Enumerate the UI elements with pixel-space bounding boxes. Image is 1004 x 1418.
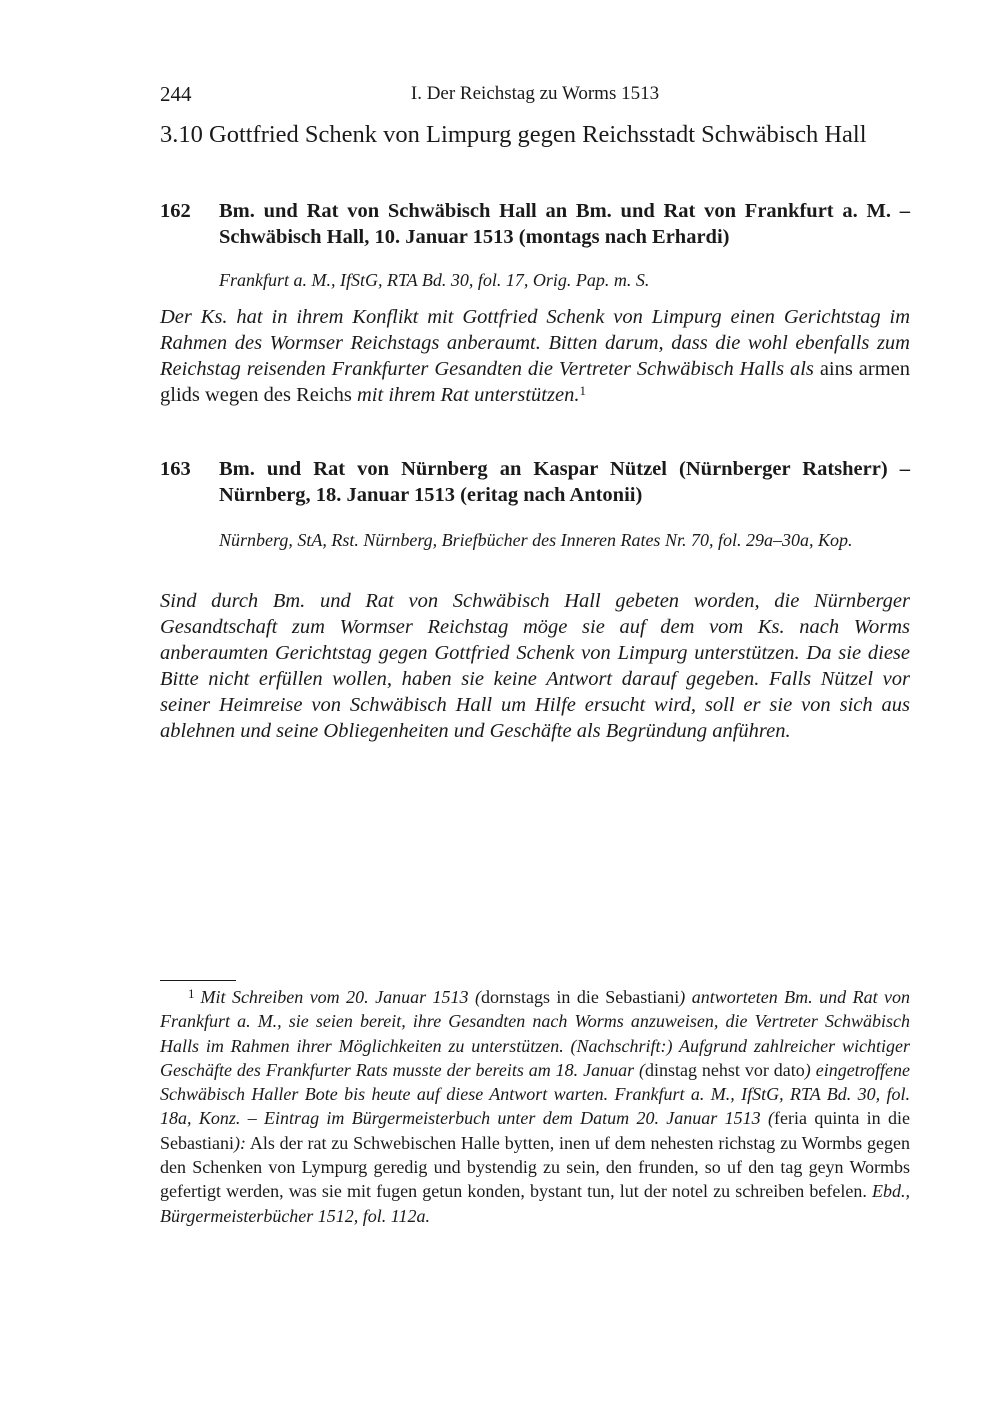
footnote-quote: dinstag nehst vor dato	[645, 1059, 805, 1080]
document-162-regest	[160, 304, 910, 408]
document-162-source: Frankfurt a. M., IfStG, RTA Bd. 30, fol. 17, Orig. Pap. m. S.	[219, 270, 650, 290]
document-number: 162	[160, 200, 191, 222]
regest-text: Der Ks. hat in ihrem Konflikt mit Gottfried Schenk von Limpurg einen Gerichtstag im Rahmen des Wormser Reichstags anberaumt. Bitten darum, dass die wohl ebenfalls zum Reichstag reisenden Frankfurter Gesandten die Vertreter Schwäbisch Halls als	[160, 306, 910, 380]
footnote-rule	[160, 980, 236, 981]
running-head	[160, 80, 910, 108]
document-title: Bm. und Rat von Schwäbisch Hall an Bm. und Rat von Frankfurt a. M. – Schwäbisch Hall, 10. Januar 1513 (montags nach Erhardi)	[219, 200, 910, 248]
section-title: 3.10 Gottfried Schenk von Limpurg gegen Reichsstadt Schwäbisch Hall	[160, 121, 867, 148]
footnote-citation: Ebd., Bürgermeisterbücher 1512, fol. 112a.	[160, 1181, 910, 1226]
document-163-heading	[160, 456, 910, 508]
footnote-quote: dornstags in die Sebastiani	[480, 987, 680, 1007]
document-title: Bm. und Rat von Nürnberg an Kaspar Nützel (Nürnberger Ratsherr) – Nürnberg, 18. Januar 1513 (eritag nach Antonii)	[219, 458, 910, 506]
page-number: 244	[160, 82, 192, 106]
document-163-source: Nürnberg, StA, Rst. Nürnberg, Briefbücher des Inneren Rates Nr. 70, fol. 29a–30a, Kop.	[219, 530, 853, 550]
running-title: I. Der Reichstag zu Worms 1513	[410, 83, 660, 104]
footnote-text: ) antworteten Bm. und Rat von Frankfurt a. M., sie seien bereit, ihre Gesandten nach Worms anzuweisen, die Vertreter Schwäbisch Halls im Rahmen ihrer Möglichkeiten zu unterstützen. (Nachschrift:) Aufgrund zahlreicher wichtiger Geschäfte des Frankfurter Rats musste der bereits am 18. Januar (	[160, 987, 911, 1080]
document-number: 163	[160, 458, 191, 480]
document-162-heading	[160, 198, 910, 250]
footnote-text: ) eingetroffene Schwäbisch Haller Bote bis heute auf diese Antwort warten. Frankfurt a. M., IfStG, RTA Bd. 30, fol. 18a, Konz. – Eintrag im Bürgermeisterbuch unter dem Datum 20. Januar 1513 (	[160, 1059, 910, 1129]
regest-text-end: mit ihrem Rat unterstützen.	[357, 384, 580, 406]
footnote-quote: feria quinta in die Sebastiani	[160, 1108, 911, 1153]
footnote-number: 1	[188, 986, 195, 1001]
footnote-reference[interactable]: 1	[579, 383, 586, 398]
footnote	[160, 985, 910, 1228]
document-163-regest: Sind durch Bm. und Rat von Schwäbisch Hall gebeten worden, die Nürnberger Gesandtschaft zum Wormser Reichstag möge sie auf dem vom Ks. nach Worms anberaumten Gerichtstag gegen Gottfried Schenk von Limpurg unterstützen. Da sie diese Bitte nicht erfüllen wollen, haben sie keine Antwort darauf gegeben. Falls Nützel vor seiner Heimreise von Schwäbisch Hall um Hilfe ersucht wird, soll er sie von sich aus ablehnen und seine Obliegenheiten und Geschäfte als Begründung anführen.	[160, 590, 910, 742]
footnote-text: ):	[234, 1132, 246, 1153]
footnote-source-quote: Als der rat zu Schwebischen Halle bytten, inen uf dem nehesten richstag zu Wormbs gegen den Schenken von Lympurg geredig und bystendig zu sein, den frunden, so uf den tag geyn Wormbs gefertigt werden, was sie mit fugen getun konden, bystant tun, lut der notel zu schreiben befelen.	[160, 1132, 910, 1202]
footnote-text: Mit Schreiben vom 20. Januar 1513 (	[200, 987, 481, 1007]
regest-quote: ains armen glids wegen des Reichs	[160, 358, 910, 406]
document-page	[160, 0, 910, 1418]
